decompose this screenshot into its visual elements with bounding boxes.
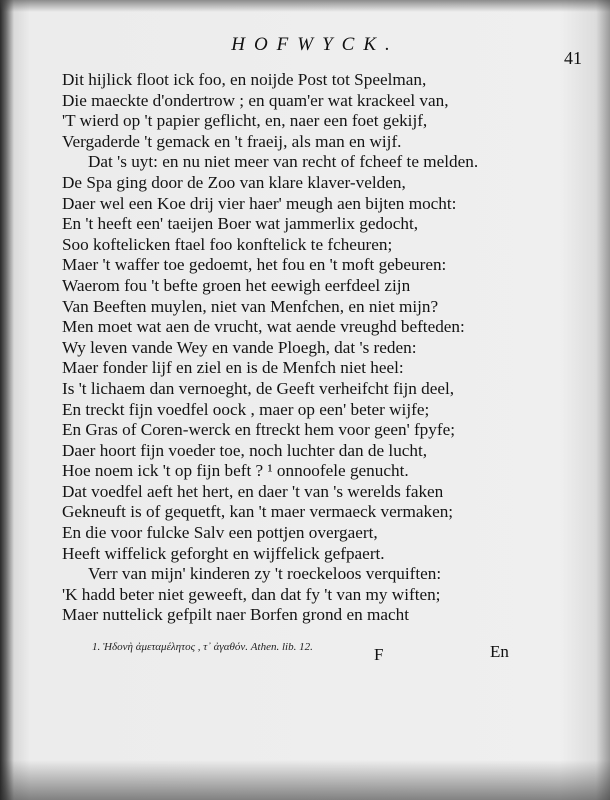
poem-line: 'T wierd op 't papier geflicht, en, naer een foet gekijf, (62, 111, 428, 131)
poem-line: Wy leven vande Wey en vande Ploegh, dat 's reden: (62, 337, 417, 357)
page-number: 41 (564, 48, 582, 68)
poem-line: Maer 't waffer toe gedoemt, het fou en 't moft gebeuren: (62, 255, 447, 275)
poem-line: Dit hijlick floot ick foo, en noijde Post tot Speelman, (62, 70, 427, 89)
poem-line: Daer hoort fijn voeder toe, noch luchter dan de lucht, (62, 440, 428, 460)
poem-line: Is 't lichaem dan vernoeght, de Geeft verheifcht fijn deel, (62, 378, 455, 398)
poem-line: Die maeckte d'ondertrow ; en quam'er wat krackeel van, (62, 90, 449, 110)
poem-line: Dat voedfel aeft het hert, en daer 't van 's werelds faken (62, 481, 444, 501)
poem-line: Heeft wiffelick geforght en wijffelick gefpaert. (62, 543, 385, 563)
bottom-edge-shadow (0, 760, 610, 800)
poem-line: Vergaderde 't gemack en 't fraeij, als man en wijf. (62, 131, 402, 151)
poem-line: Waerom fou 't befte groen het eewigh eerfdeel zijn (62, 275, 411, 295)
running-head: HOFWYCK. (231, 34, 399, 55)
poem-line: En treckt fijn voedfel oock , maer op een' beter wijfe; (62, 399, 430, 419)
poem-line: De Spa ging door de Zoo van klare klaver-velden, (62, 172, 406, 192)
poem-line: Maer nuttelick gefpilt naer Borfen grond en macht (62, 605, 409, 625)
poem-line: En 't heeft een' taeijen Boer wat jammerlix gedocht, (62, 214, 419, 234)
poem-line: En Gras of Coren-werck en ftreckt hem voor geen' fpyfe; (62, 420, 455, 440)
signature-mark: F (374, 645, 384, 664)
poem-line: Daer wel een Koe drij vier haer' meugh aen bijten mocht: (62, 193, 457, 213)
poem-text (62, 70, 582, 626)
poem-line: Dat 's uyt: en nu niet meer van recht of fcheef te melden. (88, 152, 479, 172)
poem-line: Van Beeften muylen, niet van Menfchen, en niet mijn? (62, 296, 439, 316)
poem-line: Gekneuft is of gequetft, kan 't maer vermaeck vermaken; (62, 502, 454, 522)
poem-line: 'K hadd beter niet geweeft, dan dat fy 't van my wiften; (62, 584, 441, 604)
poem-line: Verr van mijn' kinderen zy 't roeckeloos verquiften: (88, 564, 442, 584)
top-edge-shadow (0, 0, 610, 12)
poem-line: Hoe noem ick 't op fijn beft ? ¹ onnoofele genucht. (62, 461, 409, 481)
catchword: En (490, 642, 509, 661)
footnote: 1. Ἡδονὴ ἀμεταμέλητος , τ᾽ ἀγαθόν. Athen. lib. 12. (92, 641, 313, 653)
poem-line: En die voor fulcke Salv een pottjen overgaert, (62, 523, 378, 543)
poem-line: Men moet wat aen de vrucht, wat aende vreughd befteden: (62, 317, 465, 337)
poem-line: Soo koftelicken ftael foo konftelick te fcheuren; (62, 234, 393, 254)
poem-line: Maer fonder lijf en ziel en is de Menfch niet heel: (62, 358, 404, 378)
